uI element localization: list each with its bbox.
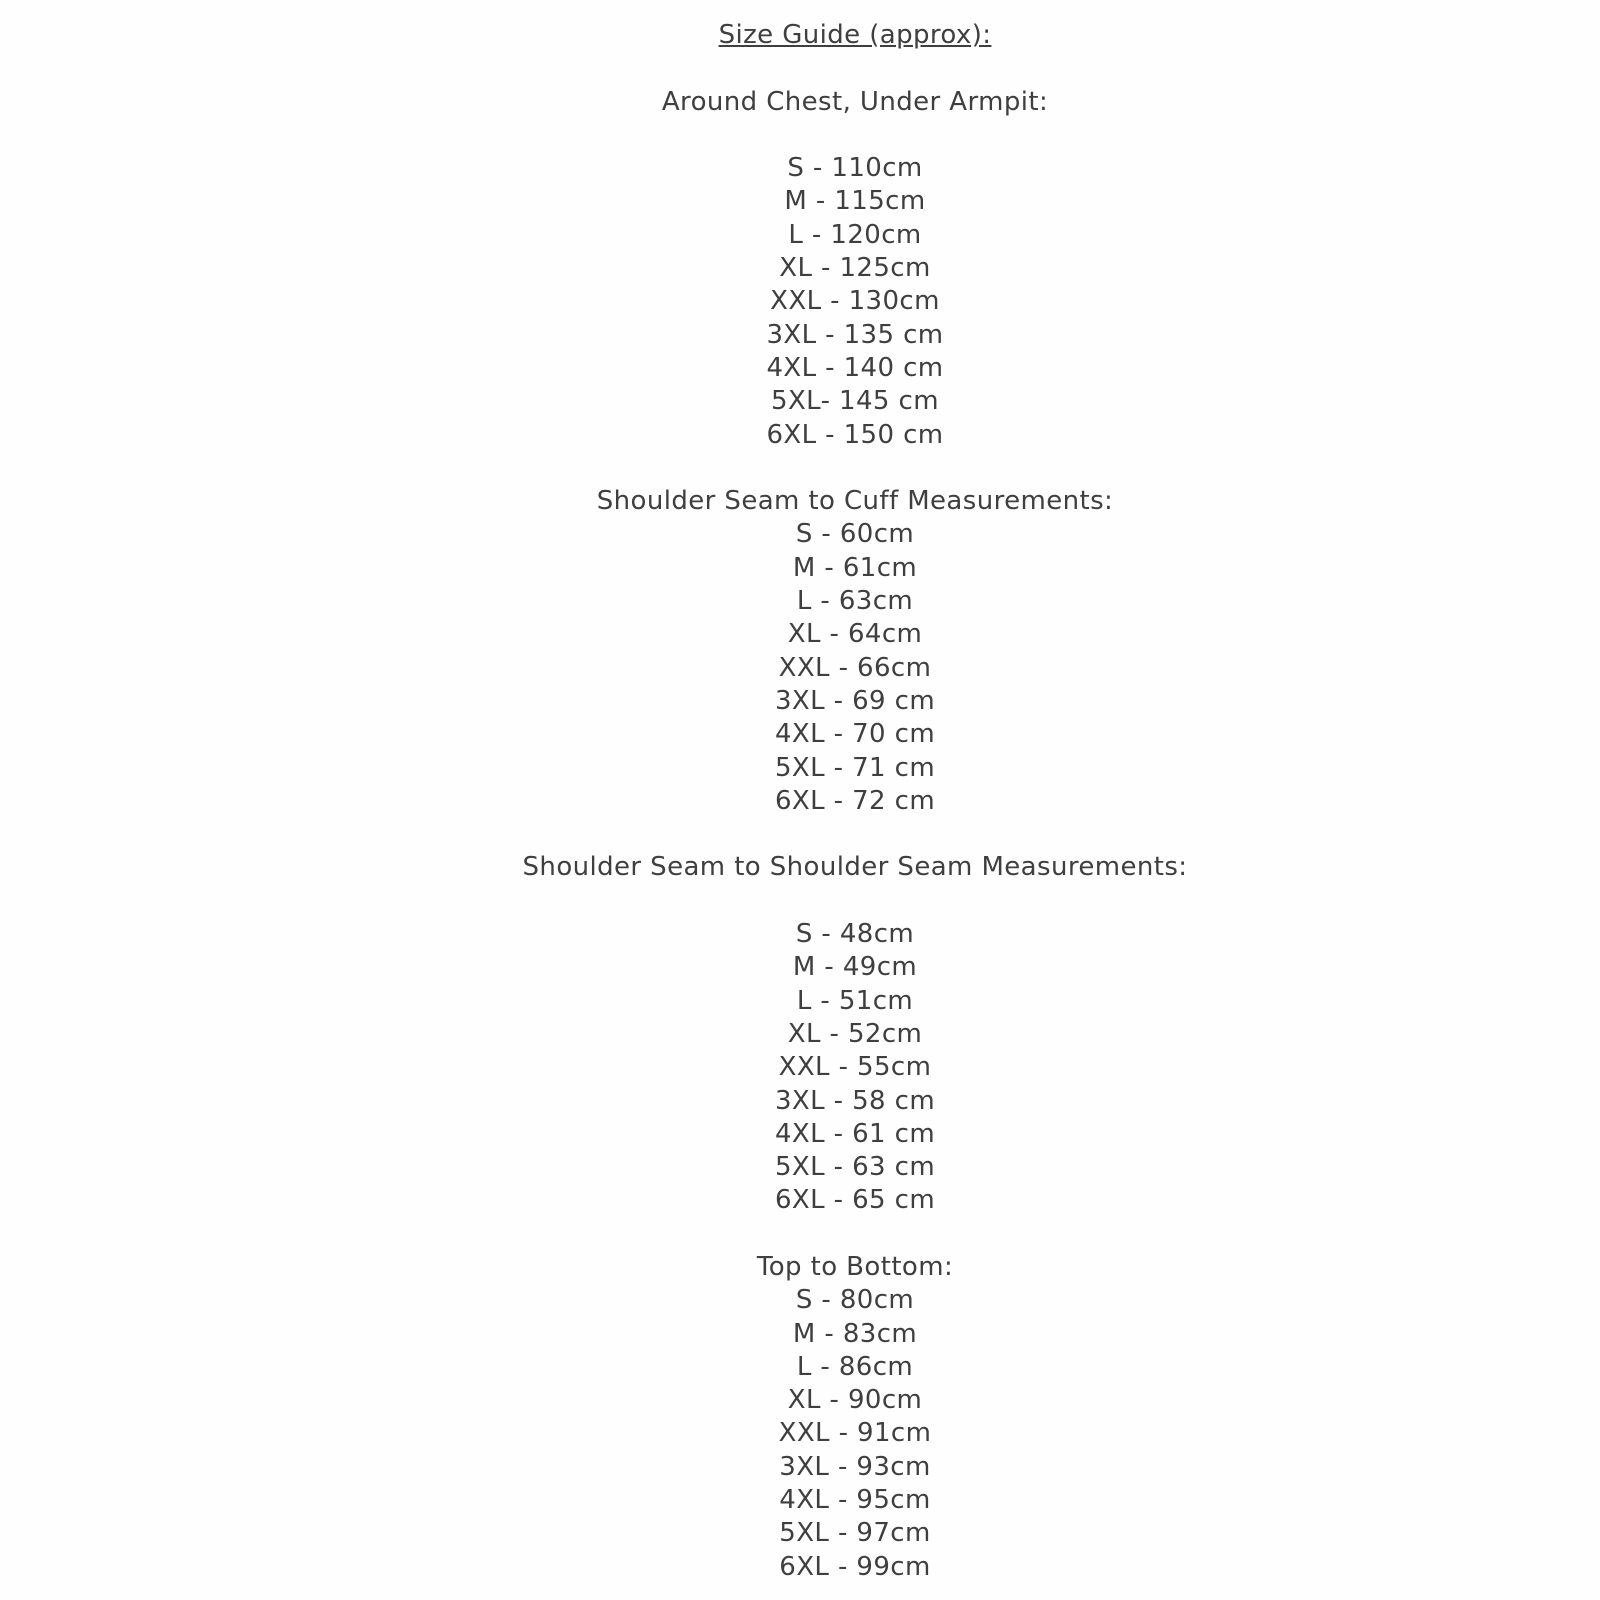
size-row: 6XL - 99cm (779, 1551, 931, 1582)
page-title (110, 19, 1600, 52)
size-row: XL - 90cm (787, 1385, 923, 1416)
size-row: 5XL - 97cm (779, 1518, 931, 1549)
size-row: 6XL - 72 cm (774, 785, 936, 816)
section-heading-shoulder-to-cuff: Shoulder Seam to Cuff Measurements: (596, 486, 1114, 517)
size-row: S - 48cm (795, 919, 915, 950)
section-heading-top-to-bottom: Top to Bottom: (756, 1251, 954, 1282)
size-row: S - 80cm (795, 1285, 915, 1316)
size-row: 3XL - 58 cm (774, 1085, 936, 1116)
size-row: 6XL - 65 cm (774, 1185, 936, 1216)
section-heading-around-chest: Around Chest, Under Armpit: (661, 86, 1049, 117)
size-row: 5XL- 145 cm (771, 386, 939, 417)
section-shoulder-to-shoulder (110, 851, 1600, 1217)
size-row: 5XL - 71 cm (774, 752, 936, 783)
size-row: XXL - 91cm (778, 1418, 932, 1449)
section-top-to-bottom (110, 1251, 1600, 1584)
size-row: XXL - 130cm (770, 286, 940, 317)
size-row: XL - 125cm (779, 253, 931, 284)
size-row: 5XL - 63 cm (774, 1152, 936, 1183)
page-title-text: Size Guide (approx): (718, 20, 992, 50)
size-row: 3XL - 69 cm (774, 685, 936, 716)
size-row: M - 61cm (792, 552, 918, 583)
size-row: 3XL - 135 cm (766, 319, 944, 350)
size-row: 6XL - 150 cm (766, 419, 944, 450)
section-shoulder-to-cuff (110, 485, 1600, 818)
size-row: L - 51cm (796, 985, 914, 1016)
size-row: 4XL - 140 cm (766, 352, 944, 383)
size-row: XL - 52cm (787, 1018, 923, 1049)
size-row: 4XL - 70 cm (774, 719, 936, 750)
section-heading-shoulder-to-shoulder: Shoulder Seam to Shoulder Seam Measurements: (522, 852, 1188, 883)
size-row: 3XL - 93cm (779, 1451, 931, 1482)
size-row: M - 49cm (792, 952, 918, 983)
size-row: XXL - 55cm (778, 1052, 932, 1083)
size-row: 4XL - 61 cm (774, 1118, 936, 1149)
size-row: L - 63cm (796, 586, 914, 617)
size-row: M - 115cm (784, 186, 926, 217)
size-row: S - 110cm (787, 153, 923, 184)
section-around-chest (110, 86, 1600, 452)
size-row: 4XL - 95cm (779, 1485, 931, 1516)
size-row: M - 83cm (792, 1318, 918, 1349)
size-row: L - 86cm (796, 1351, 914, 1382)
size-row: XXL - 66cm (778, 652, 932, 683)
size-row: XL - 64cm (787, 619, 923, 650)
size-row: L - 120cm (788, 219, 922, 250)
size-row: S - 60cm (795, 519, 915, 550)
